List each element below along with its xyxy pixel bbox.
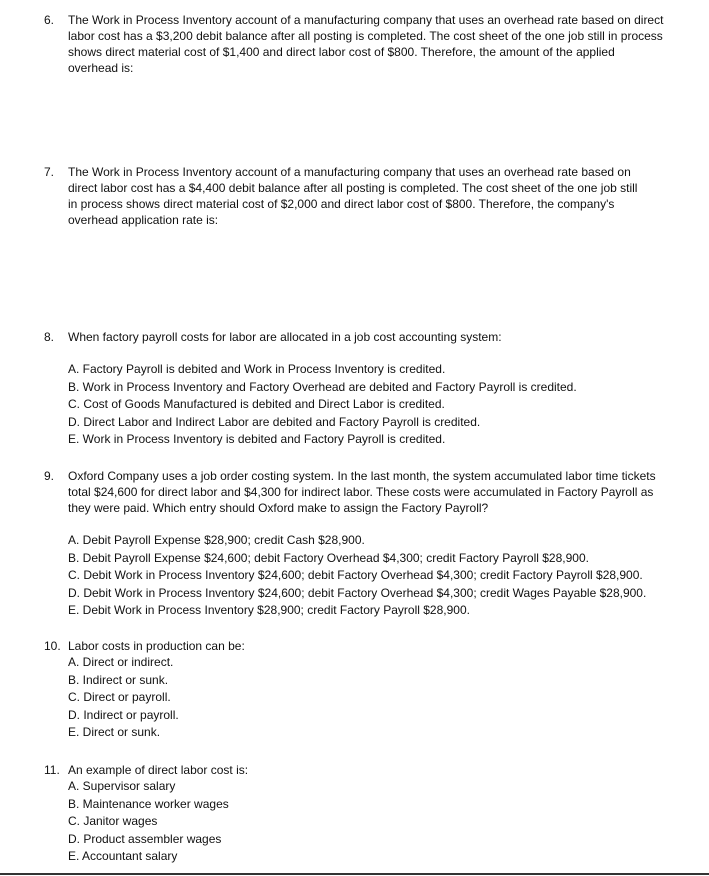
option-c: C. Debit Work in Process Inventory $24,600; debit Factory Overhead $4,300; credit Factory Payroll $28,900.	[68, 568, 643, 582]
answer-options	[68, 532, 688, 620]
question-text: When factory payroll costs for labor are allocated in a job cost accounting system:	[68, 330, 502, 344]
option-d: D. Product assembler wages	[68, 831, 222, 846]
option-d: D. Direct Labor and Indirect Labor are debited and Factory Payroll is credited.	[68, 414, 481, 429]
option-e: E. Work in Process Inventory is debited and Factory Payroll is credited.	[68, 432, 446, 446]
option-e: E. Debit Work in Process Inventory $28,900; credit Factory Payroll $28,900.	[68, 603, 470, 617]
question-text: The Work in Process Inventory account of a manufacturing company that uses an overhead rate based on direct labor cost has a $3,200 debit balance after all posting is completed. The cost sheet of the one job still in process shows direct material cost of $1,400 and direct labor cost of $800. Therefore, the amount of the applied overhead is:	[68, 13, 664, 75]
option-e: E. Accountant salary	[68, 849, 178, 863]
option-c: C. Janitor wages	[68, 814, 158, 828]
option-e: E. Direct or sunk.	[68, 725, 161, 739]
option-b: B. Indirect or sunk.	[68, 672, 169, 687]
question-text: The Work in Process Inventory account of a manufacturing company that uses an overhead rate based on direct labor cost has a $4,400 debit balance after all posting is completed. The cost sheet of the one job still in process shows direct material cost of $2,000 and direct labor cost of $800. Therefore, the company's overhead application rate is:	[68, 165, 638, 227]
option-b: B. Maintenance worker wages	[68, 796, 229, 811]
answer-options	[68, 361, 688, 449]
option-c: C. Cost of Goods Manufactured is debited and Direct Labor is credited.	[68, 397, 445, 411]
option-b: B. Debit Payroll Expense $24,600; debit Factory Overhead $4,300; credit Factory Payroll $28,900.	[68, 550, 589, 565]
option-d: D. Indirect or payroll.	[68, 707, 179, 722]
answer-options	[68, 778, 688, 866]
question-text: Labor costs in production can be:	[68, 639, 245, 653]
question-number: 7.	[44, 165, 55, 179]
question-number: 9.	[44, 469, 55, 483]
question-number: 11.	[44, 763, 60, 777]
question-number: 6.	[44, 13, 55, 27]
question-number: 10.	[44, 639, 61, 653]
page-bottom-border	[0, 873, 709, 875]
option-a: A. Supervisor salary	[68, 779, 176, 793]
question-number: 8.	[44, 330, 55, 344]
option-a: A. Direct or indirect.	[68, 655, 174, 669]
option-c: C. Direct or payroll.	[68, 690, 171, 704]
question-text: An example of direct labor cost is:	[68, 763, 249, 777]
option-d: D. Debit Work in Process Inventory $24,600; debit Factory Overhead $4,300; credit Wages Payable $28,900.	[68, 585, 647, 600]
answer-options	[68, 654, 688, 742]
option-a: A. Factory Payroll is debited and Work in Process Inventory is credited.	[68, 362, 446, 376]
question-text: Oxford Company uses a job order costing system. In the last month, the system accumulated labor time tickets total $24,600 for direct labor and $4,300 for indirect labor. These costs were accumulated in Factory Payroll as they were paid. Which entry should Oxford make to assign the Factory Payroll?	[68, 469, 656, 515]
option-b: B. Work in Process Inventory and Factory Overhead are debited and Factory Payroll is credited.	[68, 379, 577, 394]
option-a: A. Debit Payroll Expense $28,900; credit Cash $28,900.	[68, 533, 365, 547]
